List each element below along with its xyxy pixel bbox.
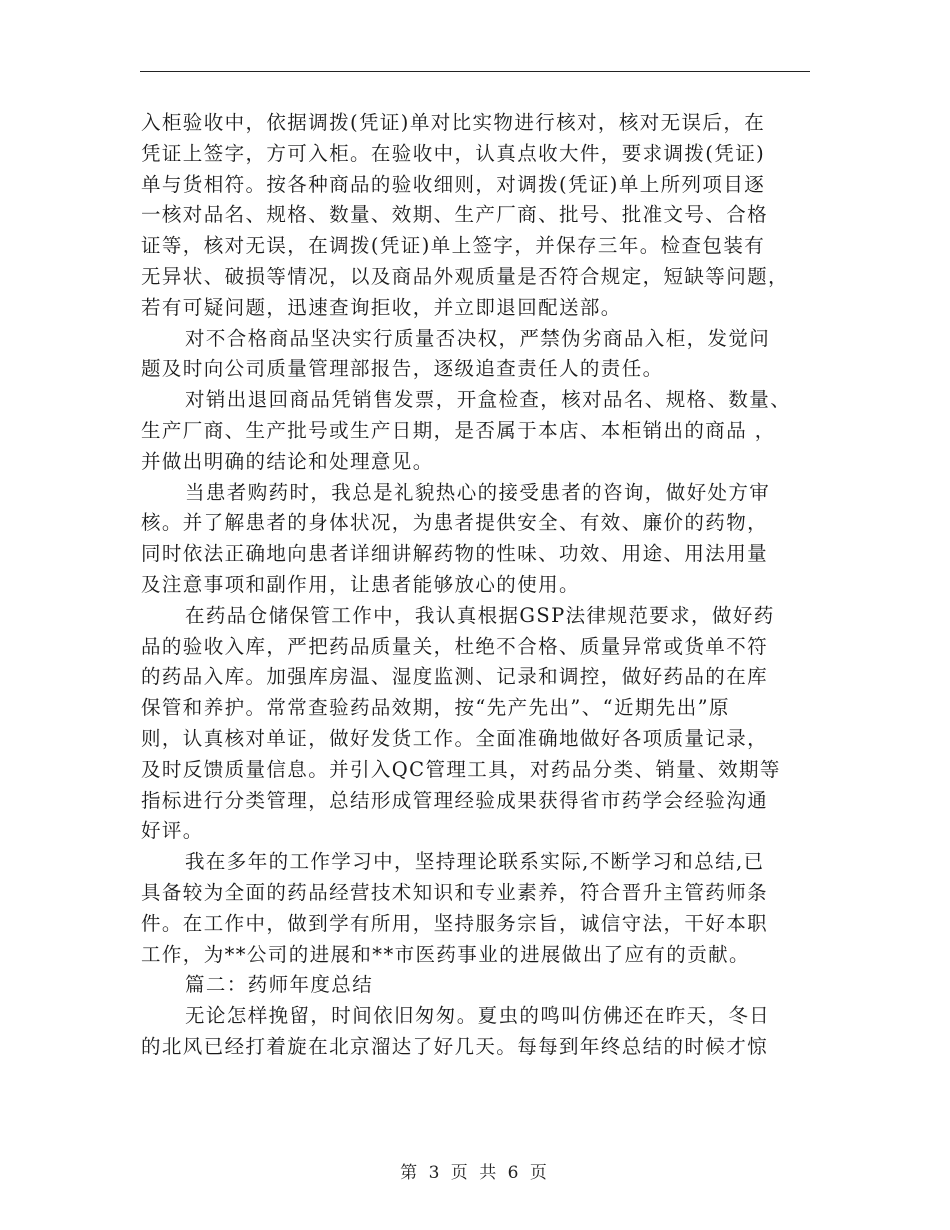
paragraph-start-line: 我在多年的工作学习中，坚持理论联系实际,不断学习和总结,已 [185, 850, 765, 874]
header-rule [140, 71, 810, 72]
text-line: 件。在工作中，做到学有所用，坚持服务宗旨，诚信守法，干好本职 [141, 911, 769, 935]
text-line: 若有可疑问题，迅速查询拒收，并立即退回配送部。 [141, 295, 622, 319]
text-line: 入柜验收中，依据调拨(凭证)单对比实物进行核对，核对无误后，在 [141, 111, 766, 134]
text-line: 一核对品名、规格、数量、效期、生产厂商、批号、批准文号、合格 [141, 203, 769, 227]
text-line: 具备较为全面的药品经营技术知识和专业素养，符合晋升主管药师条 [141, 880, 769, 904]
text-line: 指标进行分类管理，总结形成管理经验成果获得省市药学会经验沟通 [141, 788, 769, 812]
document-body [141, 108, 809, 1063]
text-line: 及时反馈质量信息。并引入QC管理工具，对药品分类、销量、效期等 [141, 757, 781, 781]
text-line: 好评。 [141, 819, 204, 843]
text-line: 品的验收入库，严把药品质量关，杜绝不合格、质量异常或货单不符 [141, 634, 769, 658]
section-heading: 篇二：药师年度总结 [185, 973, 374, 997]
text-line: 单与货相符。按各种商品的验收细则，对调拨(凭证)单上所列项目逐 [141, 172, 766, 196]
paragraph-start-line: 对不合格商品坚决实行质量否决权，严禁伪劣商品入柜，发觉问 [185, 326, 771, 350]
text-line: 及注意事项和副作用，让患者能够放心的使用。 [141, 572, 580, 596]
text-line: 题及时向公司质量管理部报告，逐级追查责任人的责任。 [141, 357, 664, 381]
text-line: 同时依法正确地向患者详细讲解药物的性味、功效、用途、用法用量 [141, 542, 769, 566]
text-line: 证等，核对无误，在调拨(凭证)单上签字，并保存三年。检查包装有 [141, 234, 766, 258]
text-line: 的北风已经打着旋在北京溜达了好几天。每每到年终总结的时候才惊 [141, 1034, 769, 1058]
text-line: 保管和养护。常常查验药品效期，按“先产先出”、“近期先出”原 [141, 696, 730, 720]
page-number-footer: 第 3 页 共 6 页 [400, 1163, 550, 1183]
text-line: 核。并了解患者的身体状况，为患者提供安全、有效、廉价的药物， [141, 511, 769, 535]
text-line: 生产厂商、生产批号或生产日期，是否属于本店、本柜销出的商品 ， [141, 418, 776, 442]
paragraph-start-line: 对销出退回商品凭销售发票，开盒检查，核对品名、规格、数量、 [185, 388, 792, 412]
text-line: 则，认真核对单证，做好发货工作。全面准确地做好各项质量记录， [141, 726, 769, 750]
paragraph-start-line: 无论怎样挽留，时间依旧匆匆。夏虫的鸣叫仿佛还在昨天，冬日 [185, 1004, 771, 1028]
text-line: 凭证上签字，方可入柜。在验收中，认真点收大件，要求调拨(凭证) [141, 141, 766, 165]
paragraph-start-line: 当患者购药时，我总是礼貌热心的接受患者的咨询，做好处方审 [185, 480, 771, 504]
paragraph-start-line: 在药品仓储保管工作中，我认真根据GSP法律规范要求，做好药 [185, 603, 775, 627]
text-line: 的药品入库。加强库房温、湿度监测、记录和调控，做好药品的在库 [141, 665, 769, 689]
text-line: 工作，为**公司的进展和**市医药事业的进展做出了应有的贡献。 [141, 942, 750, 966]
text-line: 无异状、破损等情况，以及商品外观质量是否符合规定，短缺等问题， [141, 264, 789, 288]
text-line: 并做出明确的结论和处理意见。 [141, 449, 434, 473]
